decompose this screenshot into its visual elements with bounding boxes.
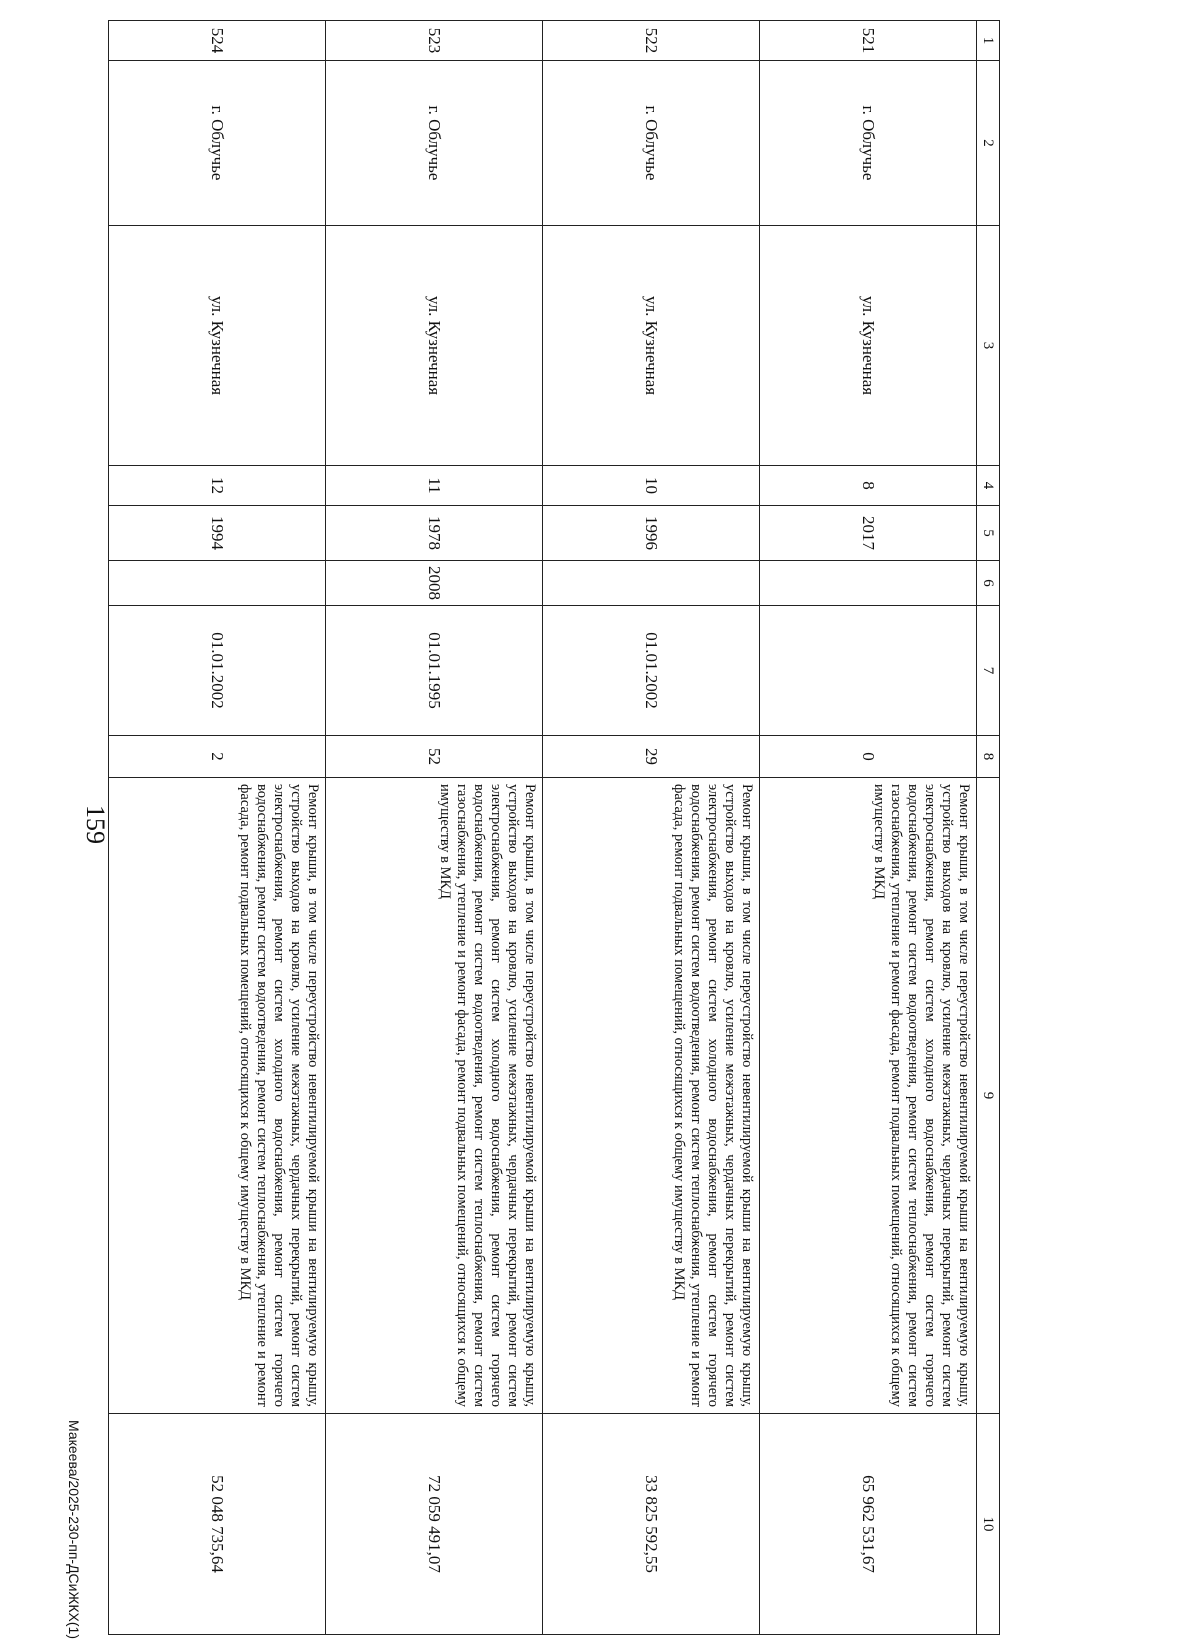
sum-cell: 72 059 491,07 — [326, 1414, 543, 1635]
value8-cell: 52 — [326, 736, 543, 778]
description-cell: Ремонт крыши, в том числе переустройство невентилируемой крыши на вентилируемую крышу, устройство выходов на кровлю, усиление межэтажных, чердачных перекрытий, ремонт систем электроснабжения, ремонт систем холодного водоснабжения, ремонт систем горячего водоснабжения, ремонт систем водоотведения, ремонт систем теплоснабжения, ремонт систем газоснабжения, утепление и ремонт фасада, ремонт подвальных помещений, относящихся к общему имуществу в МКД — [760, 778, 977, 1414]
city-cell: г. Облучье — [760, 61, 977, 226]
house-number-cell: 10 — [543, 466, 760, 506]
year-built-cell: 1978 — [326, 506, 543, 561]
column-number-row — [977, 21, 1000, 1635]
description-cell: Ремонт крыши, в том числе переустройство невентилируемой крыши на вентилируемую крышу, устройство выходов на кровлю, усиление межэтажных, чердачных перекрытий, ремонт систем электроснабжения, ремонт систем холодного водоснабжения, ремонт систем горячего водоснабжения, ремонт систем водоотведения, ремонт систем теплоснабжения, ремонт систем газоснабжения, утепление и ремонт фасада, ремонт подвальных помещений, относящихся к общему имуществу в МКД — [326, 778, 543, 1414]
table-row — [760, 21, 977, 1635]
house-number-cell: 8 — [760, 466, 977, 506]
table-row — [543, 21, 760, 1635]
sum-cell: 33 825 592,55 — [543, 1414, 760, 1635]
value8-cell: 0 — [760, 736, 977, 778]
year-built-cell: 1996 — [543, 506, 760, 561]
description-cell: Ремонт крыши, в том числе переустройство невентилируемой крыши на вентилируемую крышу, устройство выходов на кровлю, усиление межэтажных, чердачных перекрытий, ремонт систем электроснабжения, ремонт систем холодного водоснабжения, ремонт систем горячего водоснабжения, ремонт систем водоотведения, ремонт систем теплоснабжения, утепление и ремонт фасада, ремонт подвальных помещений, относящихся к общему имуществу в МКД — [543, 778, 760, 1414]
table-row — [326, 21, 543, 1635]
year-reconstruction-cell — [760, 561, 977, 606]
housing-repair-table — [108, 20, 1000, 1635]
city-cell: г. Облучье — [326, 61, 543, 226]
street-cell: ул. Кузнечная — [326, 226, 543, 466]
city-cell: г. Облучье — [109, 61, 326, 226]
city-cell: г. Облучье — [543, 61, 760, 226]
column-number: 9 — [977, 778, 1000, 1414]
column-number: 6 — [977, 561, 1000, 606]
street-cell: ул. Кузнечная — [543, 226, 760, 466]
row-number: 521 — [760, 21, 977, 61]
street-cell: ул. Кузнечная — [109, 226, 326, 466]
column-number: 5 — [977, 506, 1000, 561]
year-reconstruction-cell — [543, 561, 760, 606]
house-number-cell: 11 — [326, 466, 543, 506]
date-cell: 01.01.2002 — [543, 606, 760, 736]
date-cell — [760, 606, 977, 736]
row-number: 523 — [326, 21, 543, 61]
row-number: 522 — [543, 21, 760, 61]
street-cell: ул. Кузнечная — [760, 226, 977, 466]
column-number: 7 — [977, 606, 1000, 736]
row-number: 524 — [109, 21, 326, 61]
sum-cell: 52 048 735,64 — [109, 1414, 326, 1635]
house-number-cell: 12 — [109, 466, 326, 506]
column-number: 10 — [977, 1414, 1000, 1635]
column-number: 2 — [977, 61, 1000, 226]
date-cell: 01.01.2002 — [109, 606, 326, 736]
year-built-cell: 2017 — [760, 506, 977, 561]
table-row — [109, 21, 326, 1635]
year-reconstruction-cell — [109, 561, 326, 606]
description-cell: Ремонт крыши, в том числе переустройство невентилируемой крыши на вентилируемую крышу, устройство выходов на кровлю, усиление межэтажных, чердачных перекрытий, ремонт систем электроснабжения, ремонт систем холодного водоснабжения, ремонт систем горячего водоснабжения, ремонт систем водоотведения, ремонт систем теплоснабжения, утепление и ремонт фасада, ремонт подвальных помещений, относящихся к общему имуществу в МКД — [109, 778, 326, 1414]
column-number: 8 — [977, 736, 1000, 778]
year-built-cell: 1994 — [109, 506, 326, 561]
value8-cell: 2 — [109, 736, 326, 778]
sum-cell: 65 962 531,67 — [760, 1414, 977, 1635]
date-cell: 01.01.1995 — [326, 606, 543, 736]
value8-cell: 29 — [543, 736, 760, 778]
year-reconstruction-cell: 2008 — [326, 561, 543, 606]
column-number: 4 — [977, 466, 1000, 506]
column-number: 1 — [977, 21, 1000, 61]
page-number: 159 — [81, 805, 110, 844]
column-number: 3 — [977, 226, 1000, 466]
footer-reference: Макеева/2025-230-пп-ДСиЖКХ(1) — [66, 1420, 82, 1640]
